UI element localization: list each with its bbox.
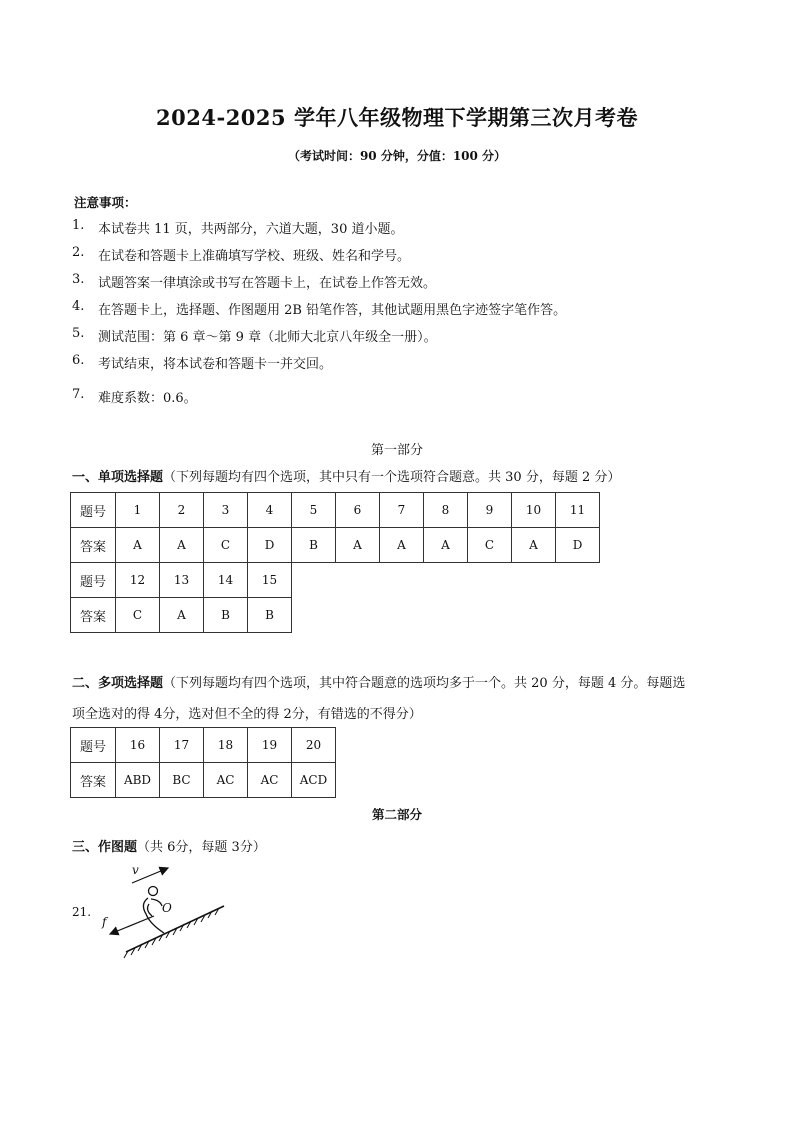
question-number: 10 bbox=[512, 493, 556, 528]
row-label: 题号 bbox=[71, 493, 116, 528]
answer-table-multi bbox=[70, 727, 336, 798]
skier-figure bbox=[143, 887, 164, 934]
section3-desc: （共 6分，每题 3分） bbox=[137, 840, 266, 855]
answer-cell: C bbox=[116, 598, 160, 633]
question-number: 9 bbox=[468, 493, 512, 528]
section3-label: 三、作图题 bbox=[72, 840, 138, 855]
incline-surface bbox=[124, 906, 224, 958]
answer-cell: AC bbox=[248, 763, 292, 798]
friction-arrow bbox=[110, 916, 154, 934]
answer-cell: A bbox=[512, 528, 556, 563]
row-label: 答案 bbox=[71, 763, 116, 798]
answer-cell: D bbox=[248, 528, 292, 563]
table-row bbox=[71, 598, 600, 633]
part1-heading: 第一部分 bbox=[370, 443, 423, 458]
page-title: 2024-2025 学年八年级物理下学期第三次月考卷 bbox=[156, 105, 638, 130]
answer-cell: AC bbox=[204, 763, 248, 798]
section2-label: 二、多项选择题 bbox=[72, 676, 164, 691]
row-label: 题号 bbox=[71, 563, 116, 598]
table-row bbox=[71, 563, 600, 598]
notice-number: 7. bbox=[72, 387, 85, 402]
answer-cell: B bbox=[248, 598, 292, 633]
notice-item bbox=[72, 326, 672, 346]
question-number: 20 bbox=[292, 728, 336, 763]
notice-number: 6. bbox=[72, 353, 85, 368]
table-row bbox=[71, 728, 336, 763]
answer-cell: ACD bbox=[292, 763, 336, 798]
section2-heading bbox=[72, 672, 685, 691]
notice-number: 3. bbox=[72, 272, 85, 287]
notice-text: 考试结束，将本试卷和答题卡一并交回。 bbox=[98, 357, 333, 372]
incline-diagram bbox=[96, 858, 230, 962]
question-number: 15 bbox=[248, 563, 292, 598]
notice-number: 5. bbox=[72, 326, 85, 341]
question-number: 5 bbox=[292, 493, 336, 528]
notice-item bbox=[72, 299, 712, 319]
question-number: 1 bbox=[116, 493, 160, 528]
answer-cell: A bbox=[336, 528, 380, 563]
answer-cell: BC bbox=[160, 763, 204, 798]
answer-cell: A bbox=[380, 528, 424, 563]
answer-cell: B bbox=[292, 528, 336, 563]
notice-text: 试题答案一律填涂或书写在答题卡上，在试卷上作答无效。 bbox=[98, 276, 437, 291]
notice-text: 难度系数：0.6。 bbox=[98, 391, 197, 406]
notice-number: 4. bbox=[72, 299, 85, 314]
answer-cell: C bbox=[204, 528, 248, 563]
row-label: 答案 bbox=[71, 528, 116, 563]
question-number: 8 bbox=[424, 493, 468, 528]
question-number: 6 bbox=[336, 493, 380, 528]
question-number-21: 21. bbox=[72, 905, 92, 919]
notice-heading: 注意事项： bbox=[74, 195, 137, 210]
answer-cell: C bbox=[468, 528, 512, 563]
notice-item bbox=[72, 353, 672, 373]
question-number: 2 bbox=[160, 493, 204, 528]
section1-desc: （下列每题均有四个选项，其中只有一个选项符合题意。共 30 分，每题 2 分） bbox=[163, 470, 621, 485]
answer-table-single-1 bbox=[70, 492, 600, 633]
answer-cell: A bbox=[424, 528, 468, 563]
question-number: 3 bbox=[204, 493, 248, 528]
table-row bbox=[71, 528, 600, 563]
part2-heading: 第二部分 bbox=[371, 807, 422, 822]
table-row bbox=[71, 763, 336, 798]
notice-text: 在答题卡上，选择题、作图题用 2B 铅笔作答，其他试题用黑色字迹签字笔作答。 bbox=[98, 303, 567, 318]
answer-cell: ABD bbox=[116, 763, 160, 798]
question-number: 12 bbox=[116, 563, 160, 598]
question-number: 13 bbox=[160, 563, 204, 598]
notice-text: 本试卷共 11 页，共两部分，六道大题，30 道小题。 bbox=[98, 222, 404, 237]
question-number: 19 bbox=[248, 728, 292, 763]
notice-number: 2. bbox=[72, 245, 85, 260]
row-label: 题号 bbox=[71, 728, 116, 763]
section1-label: 一、单项选择题 bbox=[72, 470, 164, 485]
section2-desc-continued: 项全选对的得 4分，选对但不全的得 2分，有错选的不得分） bbox=[72, 707, 422, 722]
section3-heading bbox=[72, 836, 266, 855]
row-label: 答案 bbox=[71, 598, 116, 633]
answer-cell: A bbox=[116, 528, 160, 563]
answer-cell: A bbox=[160, 528, 204, 563]
point-o-label: O bbox=[162, 901, 172, 915]
notice-item bbox=[72, 387, 672, 407]
notice-item bbox=[72, 245, 672, 265]
section2-desc: （下列每题均有四个选项，其中符合题意的选项均多于一个。共 20 分，每题 4 分。每题选 bbox=[163, 676, 686, 691]
question-number: 17 bbox=[160, 728, 204, 763]
section1-heading bbox=[72, 466, 620, 485]
table-row bbox=[71, 493, 600, 528]
question-number: 16 bbox=[116, 728, 160, 763]
question-number: 7 bbox=[380, 493, 424, 528]
answer-cell: B bbox=[204, 598, 248, 633]
question-number: 11 bbox=[556, 493, 600, 528]
notice-text: 测试范围：第 6 章～第 9 章（北师大北京八年级全一册）。 bbox=[98, 330, 437, 345]
notice-item bbox=[72, 272, 672, 292]
answer-cell: A bbox=[160, 598, 204, 633]
notice-number: 1. bbox=[72, 218, 85, 233]
exam-info: （考试时间：90 分钟，分值：100 分） bbox=[287, 149, 507, 163]
notice-text: 在试卷和答题卡上准确填写学校、班级、姓名和学号。 bbox=[98, 249, 411, 264]
notice-item bbox=[72, 218, 672, 238]
friction-label: f bbox=[102, 915, 107, 929]
question-number: 4 bbox=[248, 493, 292, 528]
answer-cell: D bbox=[556, 528, 600, 563]
question-number: 18 bbox=[204, 728, 248, 763]
question-number: 14 bbox=[204, 563, 248, 598]
velocity-label: v bbox=[132, 863, 139, 877]
